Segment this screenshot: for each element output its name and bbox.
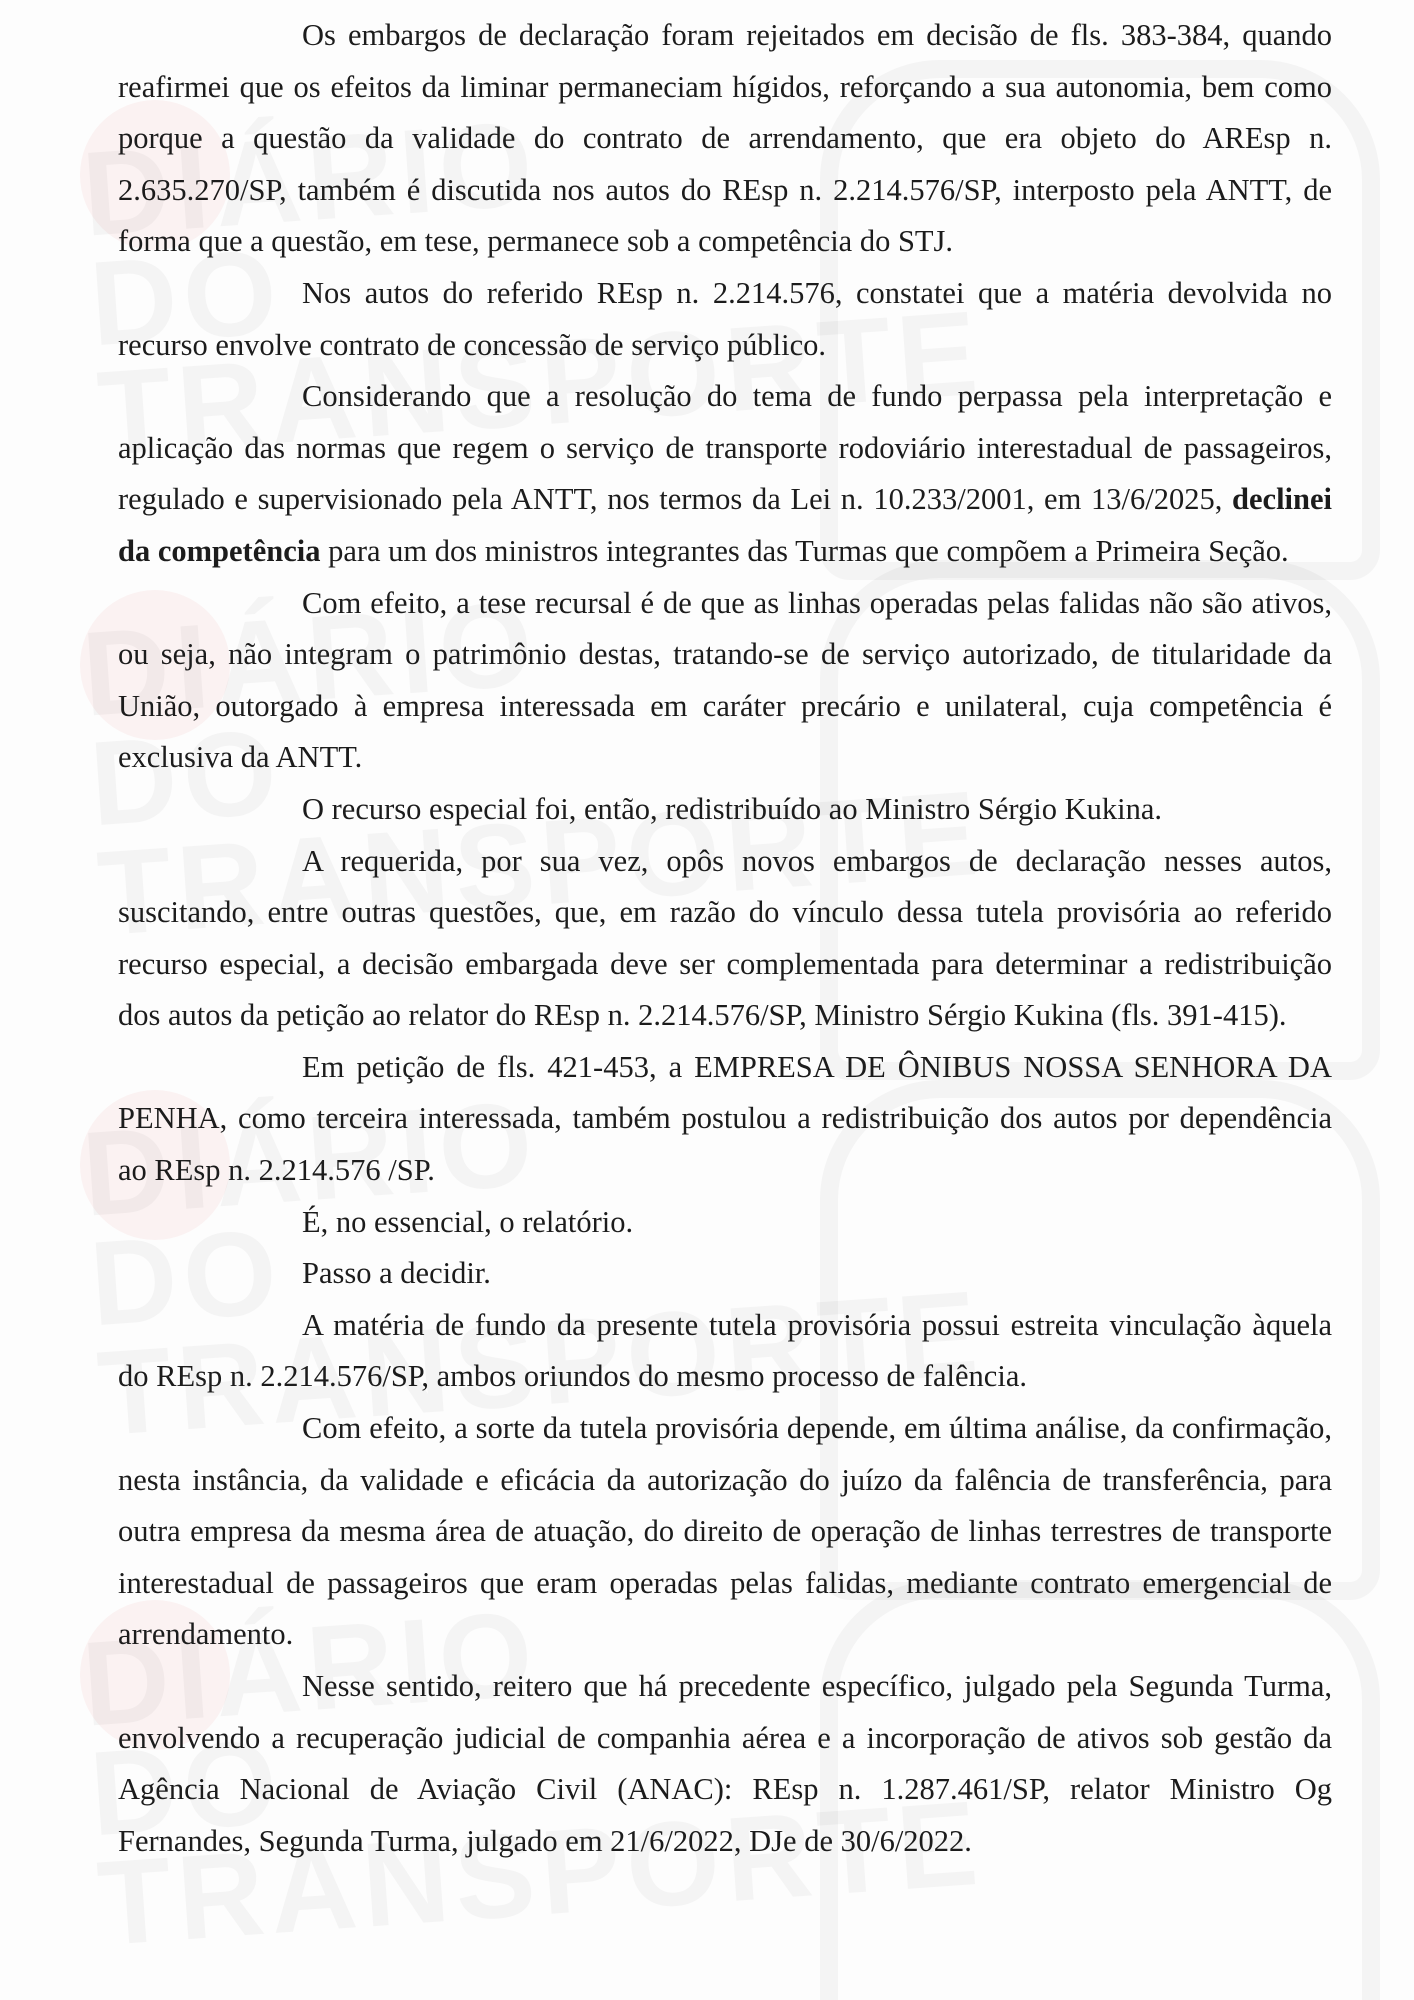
paragraph-text: para um dos ministros integrantes das Turmas que compõem a Primeira Seção. xyxy=(320,533,1289,568)
paragraph: Em petição de fls. 421-453, a EMPRESA DE ÔNIBUS NOSSA SENHORA DA PENHA, como terceira interessada, também postulou a redistribuição dos autos por dependência ao REsp n. 2.214.576 /SP. xyxy=(118,1049,1332,1188)
paragraph: Os embargos de declaração foram rejeitados em decisão de fls. 383-384, quando reafirmei que os efeitos da liminar permaneciam hígidos, reforçando a sua autonomia, bem como porque a questão da validade do contrato de arrendamento, que era objeto do AREsp n. 2.635.270/SP, também é discutida nos autos do REsp n. 2.214.576/SP, interposto pela ANTT, de forma que a questão, em tese, permanece sob a competência do STJ. xyxy=(118,18,1332,259)
paragraph: Nesse sentido, reitero que há precedente específico, julgado pela Segunda Turma, envolvendo a recuperação judicial de companhia aérea e a incorporação de ativos sob gestão da Agência Nacional de Aviação Civil (ANAC): REsp n. 1.287.461/SP, relator Ministro Og Fernandes, Segunda Turma, julgado em 21/6/2022, DJe de 30/6/2022. xyxy=(118,1669,1332,1858)
paragraph-text: Considerando que a resolução do tema de fundo perpassa pela interpretação e aplicação das normas que regem o serviço de transporte rodoviário interestadual de passageiros, regulado e supervisionado pela ANTT, nos termos da Lei n. 10.233/2001, em 13/6/2025, xyxy=(118,379,1332,517)
paragraph: A matéria de fundo da presente tutela provisória possui estreita vinculação àquela do REsp n. 2.214.576/SP, ambos oriundos do mesmo processo de falência. xyxy=(118,1307,1332,1394)
paragraph xyxy=(118,371,1332,577)
paragraph: A requerida, por sua vez, opôs novos embargos de declaração nesses autos, suscitando, entre outras questões, que, em razão do vínculo dessa tutela provisória ao referido recurso especial, a decisão embargada deve ser complementada para determinar a redistribuição dos autos da petição ao relator do REsp n. 2.214.576/SP, Ministro Sérgio Kukina (fls. 391-415). xyxy=(118,843,1332,1033)
paragraph: É, no essencial, o relatório. xyxy=(302,1204,634,1239)
paragraph: O recurso especial foi, então, redistribuído ao Ministro Sérgio Kukina. xyxy=(302,791,1163,826)
paragraph: Passo a decidir. xyxy=(302,1256,491,1291)
document-body xyxy=(118,10,1332,1867)
bold-phrase: declinei da competência xyxy=(118,482,1332,568)
paragraph: Com efeito, a sorte da tutela provisória depende, em última análise, da confirmação, nesta instância, da validade e eficácia da autorização do juízo da falência de transferência, para outra empresa da mesma área de atuação, do direito de operação de linhas terrestres de transporte interestadual de passageiros que eram operadas pelas falidas, mediante contrato emergencial de arrendamento. xyxy=(118,1411,1332,1652)
paragraph: Nos autos do referido REsp n. 2.214.576, constatei que a matéria devolvida no recurso envolve contrato de concessão de serviço público. xyxy=(118,275,1332,362)
paragraph: Com efeito, a tese recursal é de que as linhas operadas pelas falidas não são ativos, ou seja, não integram o patrimônio destas, tratando-se de serviço autorizado, de titularidade da União, outorgado à empresa interessada em caráter precário e unilateral, cuja competência é exclusiva da ANTT. xyxy=(118,585,1332,775)
